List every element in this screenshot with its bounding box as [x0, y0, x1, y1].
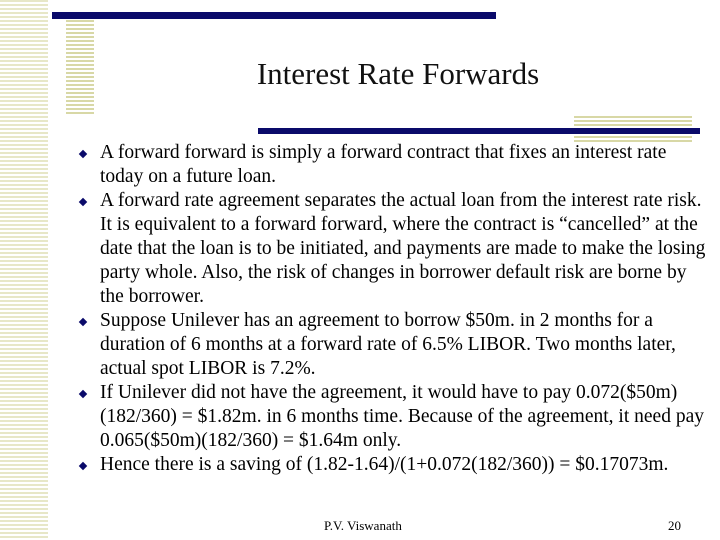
- bullet-item: [76, 309, 712, 381]
- bullet-text: Suppose Unilever has an agreement to borrow $50m. in 2 months for a duration of 6 months at a forward rate of 6.5% LIBOR. Two months later, actual spot LIBOR is 7.2%.: [100, 310, 676, 379]
- diamond-bullet-icon: [79, 318, 87, 326]
- page-number: 20: [668, 518, 681, 533]
- bullet-item: [76, 453, 712, 477]
- footer-author: P.V. Viswanath: [324, 518, 402, 533]
- diamond-bullet-icon: [79, 150, 87, 158]
- bullet-item: [76, 141, 712, 189]
- bullet-text: If Unilever did not have the agreement, it would have to pay 0.072($50m)(182/360) = $1.82m. in 6 months time. Because of the agreement, it need pay 0.065($50m)(182/360) = $1.64m only.: [100, 382, 704, 451]
- bullet-text: A forward rate agreement separates the actual loan from the interest rate risk. It is equivalent to a forward forward, where the contract is “cancelled” at the date that the loan is to be initiated, and payments are made to make the losing party whole. Also, the risk of changes in borrower default risk are borne by the borrower.: [100, 190, 706, 307]
- decorative-left-stripes: [0, 0, 48, 540]
- diamond-bullet-icon: [79, 462, 87, 470]
- top-divider-bar: [52, 12, 496, 19]
- decorative-title-block: [66, 16, 94, 116]
- bullet-text: Hence there is a saving of (1.82-1.64)/(1+0.072(182/360)) = $0.17073m.: [100, 454, 669, 475]
- diamond-bullet-icon: [79, 390, 87, 398]
- bullet-item: [76, 189, 712, 309]
- bullet-text: A forward forward is simply a forward contract that fixes an interest rate today on a future loan.: [100, 142, 667, 187]
- title-divider-bar: [258, 128, 700, 134]
- diamond-bullet-icon: [79, 198, 87, 206]
- bullet-list: [76, 141, 712, 477]
- slide-title: Interest Rate Forwards: [256, 56, 540, 91]
- bullet-item: [76, 381, 712, 453]
